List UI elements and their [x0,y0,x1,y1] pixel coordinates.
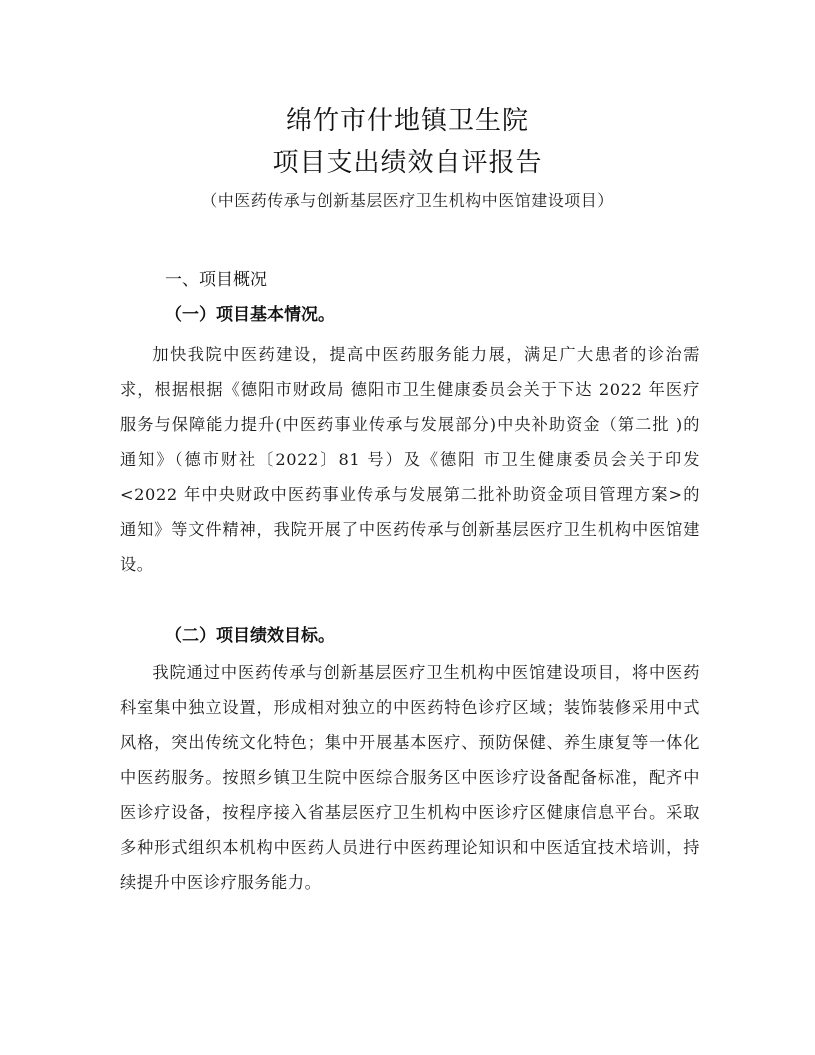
paragraph-performance-goals: 我院通过中医药传承与创新基层医疗卫生机构中医馆建设项目，将中医药科室集中独立设置，形成相对独立的中医药特色诊疗区域；装饰装修采用中式风格，突出传统文化特色；集中开展基本医疗、预防保健、养生康复等一体化中医药服务。按照乡镇卫生院中医综合服务区中医诊疗设备配备标准，配齐中医诊疗设备，按程序接入省基层医疗卫生机构中医诊疗区健康信息平台。采取多种形式组织本机构中医药人员进行中医药理论知识和中医适宜技术培训，持续提升中医诊疗服务能力。 [120,663,700,892]
document-title-line2: 项目支出绩效自评报告 [272,148,543,178]
paragraph-basic-info: 加快我院中医药建设，提高中医药服务能力展，满足广大患者的诊治需求，根据根据《德阳市财政局 德阳市卫生健康委员会关于下达 2022 年医疗服务与保障能力提升(中医药事业传承与发展部分)中央补助资金（第二批 )的通知》（德市财社〔2022〕81 号）及《德阳 市卫生健康委员会关于印发<2022 年中央财政中医药事业传承与发展第二批补助资金项目管理方案>的通知》等文件精神，我院开展了中医药传承与创新基层医疗卫生机构中医馆建设。 [120,345,700,574]
subsection-heading-basic-info: （一）项目基本情况。 [165,305,335,325]
subsection-heading-performance-goals: （二）项目绩效目标。 [165,626,335,646]
document-title-line1: 绵竹市什地镇卫生院 [285,106,529,136]
document-subtitle: （中医药传承与创新基层医疗卫生机构中医馆建设项目） [201,191,614,210]
section-heading-overview: 一、项目概况 [165,270,267,290]
